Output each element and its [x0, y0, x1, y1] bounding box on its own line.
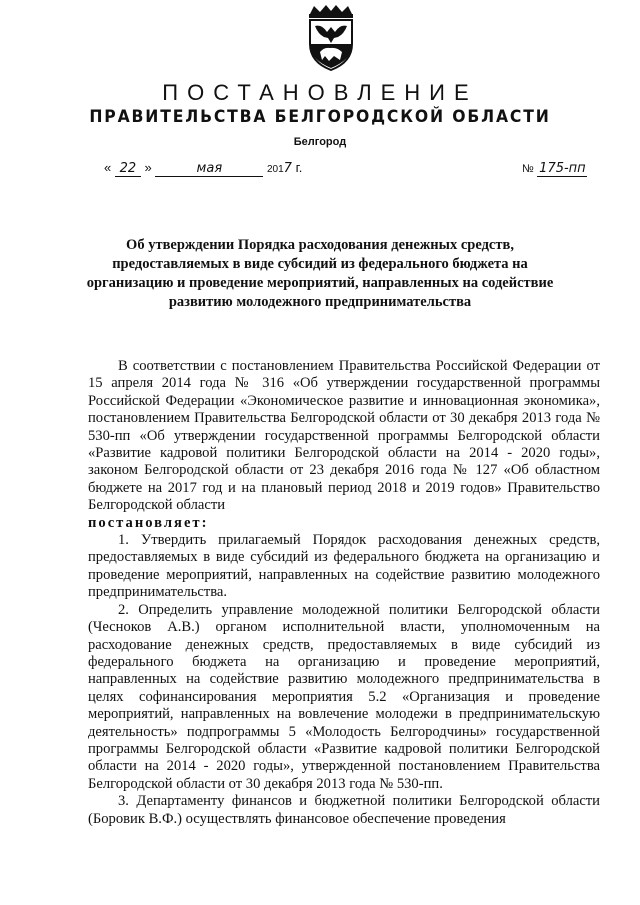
- date-year-prefix: 201: [266, 164, 284, 175]
- document-number: 175-пп: [539, 161, 586, 176]
- date-close-quote: »: [144, 160, 152, 175]
- issuing-authority-heading: ПРАВИТЕЛЬСТВА БЕЛГОРОДСКОЙ ОБЛАСТИ: [89, 107, 551, 127]
- date-field: [104, 160, 302, 177]
- date-month: мая: [155, 162, 263, 177]
- document-number-field: [522, 160, 587, 177]
- date-year-digit: 7: [283, 161, 292, 176]
- resolves-label: постановляет:: [88, 514, 209, 531]
- belgorod-coat-of-arms-icon: [300, 4, 362, 74]
- city-name: Белгород: [293, 136, 347, 148]
- document-type-heading: ПОСТАНОВЛЕНИЕ: [162, 80, 478, 105]
- item-2-paragraph: 2. Определить управление молодежной политики Белгородской области (Чесноков А.В.) органом исполнительной власти, уполномоченным на расходование денежных средств, предоставляемых в виде субсидий из федерального бюджета на организацию и проведение мероприятий, направленных на содействие развитию молодежного предпринимательства в целях софинансирования мероприятия 5.2 «Организация и проведение мероприятий, направленных на вовлечение молодежи в предпринимательскую деятельность» подпрограммы 5 «Молодость Белгородчины» государственной программы Белгородской области «Развитие кадровой политики Белгородской области на 2014 - 2020 годы», утвержденной постановлением Правительства Белгородской области от 30 декабря 2013 года № 530-пп.: [88, 601, 600, 792]
- document-title: Об утверждении Порядка расходования денежных средств, предоставляемых в виде субсидий из федерального бюджета на организацию и проведение мероприятий, направленных на содействие развитию молодежного предпринимательства: [86, 237, 554, 310]
- preamble-paragraph: В соответствии с постановлением Правительства Российской Федерации от 15 апреля 2014 года № 316 «Об утверждении государственной программы Российской Федерации «Экономическое развитие и инновационная экономика», постановлением Правительства Белгородской области от 30 декабря 2013 года № 530-пп «Об утверждении государственной программы Белгородской области «Развитие кадровой политики Белгородской области на 2014 - 2020 годы», законом Белгородской области от 23 декабря 2016 года № 127 «Об областном бюджете на 2017 год и на плановый период 2018 и 2019 годов» Правительство Белгородской области: [88, 358, 600, 514]
- item-3-paragraph: 3. Департаменту финансов и бюджетной политики Белгородской области (Боровик В.Ф.) осуществлять финансовое обеспечение проведения: [88, 793, 600, 827]
- document-body: [88, 358, 600, 828]
- number-label: №: [522, 163, 534, 175]
- item-1-paragraph: 1. Утвердить прилагаемый Порядок расходования денежных средств, предоставляемых в виде субсидий из федерального бюджета на организацию и проведение мероприятий, направленных на содействие развитию молодежного предпринимательства.: [88, 532, 600, 601]
- date-year-suffix: г.: [295, 160, 303, 175]
- date-day: 22: [115, 162, 141, 177]
- date-open-quote: «: [104, 160, 112, 175]
